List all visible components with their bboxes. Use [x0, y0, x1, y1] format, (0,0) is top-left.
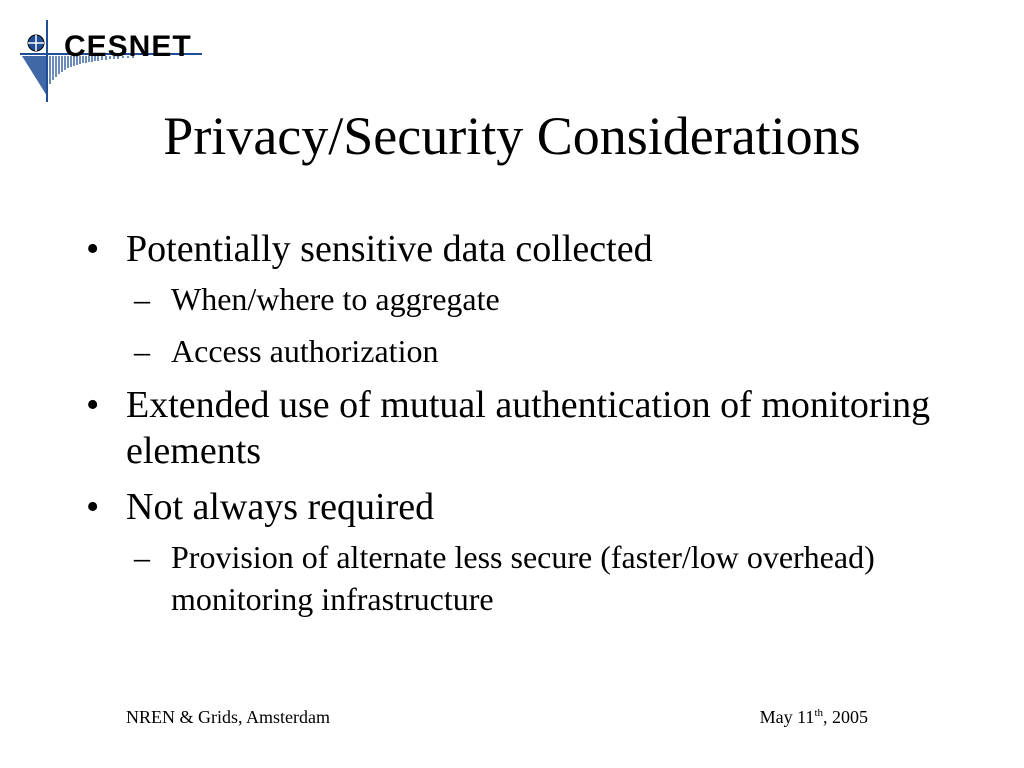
sub-list	[126, 536, 946, 620]
bullet-icon: •	[86, 486, 100, 528]
sub-text: When/where to aggregate	[171, 281, 500, 317]
date-prefix: May 11	[759, 707, 815, 727]
bullet-text: Extended use of mutual authentication of monitoring elements	[126, 384, 931, 472]
bullet-icon: •	[86, 228, 100, 270]
dash-icon: –	[134, 281, 150, 317]
logo-text: CESNET	[64, 30, 192, 63]
dash-icon: –	[134, 539, 150, 575]
bullet-item	[86, 484, 946, 620]
dash-icon: –	[134, 333, 150, 369]
footer-venue: NREN & Grids, Amsterdam	[126, 707, 330, 727]
sub-text: Access authorization	[171, 333, 439, 369]
date-sup: th	[814, 707, 823, 719]
sub-text: Provision of alternate less secure (faster/low overhead) monitoring infrastructure	[171, 539, 875, 617]
bullet-item	[86, 382, 946, 474]
sub-item	[126, 536, 946, 620]
slide-title: Privacy/Security Considerations	[163, 106, 861, 166]
bullet-list	[86, 226, 946, 630]
footer-date	[760, 706, 868, 728]
bullet-text: Not always required	[126, 486, 435, 528]
sub-item	[126, 278, 946, 320]
bullet-item	[86, 226, 946, 372]
sub-list	[126, 278, 946, 372]
bullet-icon: •	[86, 384, 100, 426]
date-suffix: , 2005	[823, 707, 868, 727]
sub-item	[126, 330, 946, 372]
cesnet-logo	[18, 18, 204, 104]
bullet-text: Potentially sensitive data collected	[126, 228, 653, 270]
